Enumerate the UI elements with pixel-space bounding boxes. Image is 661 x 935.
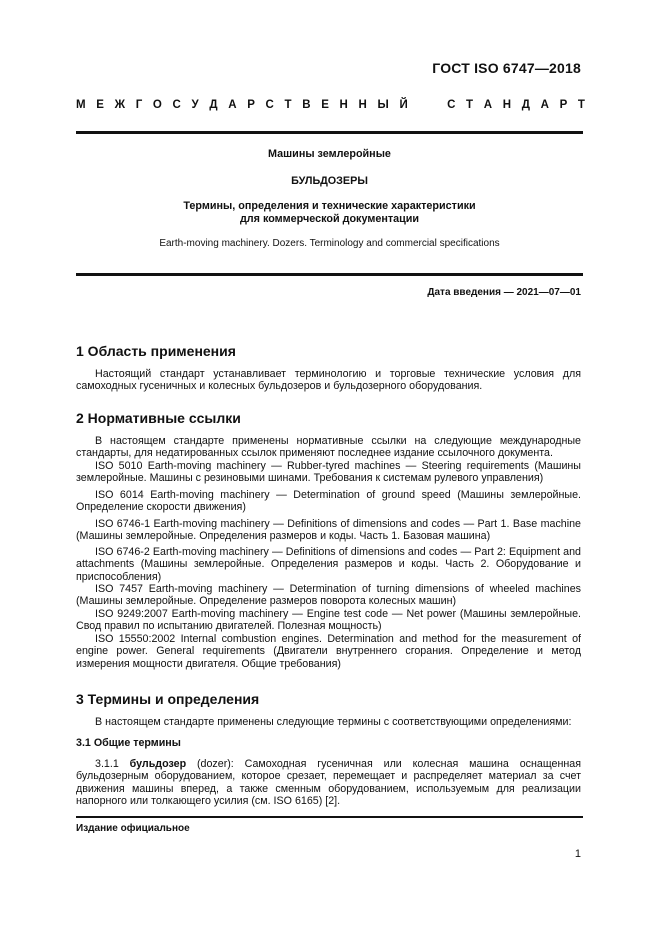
section-1-heading: 1 Область применения — [76, 343, 236, 359]
banner-word-gap — [418, 99, 436, 111]
section-2-intro-content: В настоящем стандарте применены нормативные ссылки на следующие международные стандарты, для недатированных ссылок применяют последнее издание ссылочного документа. — [76, 435, 581, 460]
banner-letter: Р — [247, 99, 255, 111]
section-3-intro — [76, 716, 581, 728]
header-divider — [76, 131, 583, 134]
banner-letter: Д — [521, 99, 530, 111]
banner-letter: Р — [559, 99, 568, 111]
title-divider — [76, 273, 583, 276]
reference-item — [76, 608, 581, 633]
banner-letter: Н — [358, 99, 367, 111]
banner-letter: Г — [135, 99, 143, 111]
official-edition-label: Издание официальное — [76, 823, 190, 834]
banner-letter: Й — [399, 99, 408, 111]
page-number: 1 — [574, 848, 581, 860]
title-english: Earth-moving machinery. Dozers. Terminology and commercial specifications — [159, 238, 500, 249]
reference-text: ISO 7457 Earth-moving machinery — Determination of turning dimensions of wheeled machines (Машины землеройные. Определение размеров поворота колесных машин) — [76, 583, 581, 608]
section-3-intro-content: В настоящем стандарте применены следующие термины с соответствующими определениями: — [95, 716, 572, 728]
reference-item — [76, 633, 581, 670]
banner-letter: А — [228, 99, 237, 111]
banner-letter: Н — [339, 99, 348, 111]
banner-letter: Ж — [114, 99, 126, 111]
banner-letter: У — [191, 99, 199, 111]
reference-text: ISO 6746-1 Earth-moving machinery — Definitions of dimensions and codes — Part 1. Base machine (Машины землеройные. Определения размеров и коды. Часть 1. Базовая машина) — [76, 518, 581, 543]
title-subtitle-line1: Термины, определения и технические характеристики — [183, 200, 476, 212]
reference-item — [76, 583, 581, 608]
banner-letter: С — [447, 99, 456, 111]
reference-item — [76, 460, 581, 485]
title-subtitle-line2: для коммерческой документации — [239, 213, 420, 225]
term-number: 3.1.1 — [95, 758, 119, 770]
banner-letter: М — [76, 99, 86, 111]
banner-letter: Ы — [377, 99, 389, 111]
introduction-date: Дата введения — 2021—07—01 — [427, 287, 581, 298]
reference-text: ISO 15550:2002 Internal combustion engines. Determination and method for the measurement of engine power. General requirements (Двигатели внутреннего сгорания. Определение и метод измерения мощности двигателя. Общие требования) — [76, 633, 581, 670]
banner-letter: Д — [209, 99, 218, 111]
reference-item — [76, 489, 581, 514]
reference-item — [76, 518, 581, 543]
banner-letter: Т — [577, 99, 585, 111]
banner-letter: А — [540, 99, 549, 111]
reference-text: ISO 5010 Earth-moving machinery — Rubber-tyred machines — Steering requirements (Машины землеройные. Машины с резиновыми шинами. Требования к системам рулевого управления) — [76, 460, 581, 485]
subsection-3-1-heading: 3.1 Общие термины — [76, 737, 181, 749]
banner-letter: А — [483, 99, 493, 111]
section-2-intro — [76, 435, 581, 460]
title-category: Машины землеройные — [268, 148, 391, 160]
banner-letter: С — [265, 99, 274, 111]
banner-letter: О — [152, 99, 162, 111]
standard-code: ГОСТ ISO 6747—2018 — [432, 60, 581, 76]
section-3-heading: 3 Термины и определения — [76, 691, 260, 707]
term-name: бульдозер — [129, 758, 187, 770]
banner-letter: Е — [96, 99, 104, 111]
banner-letter: С — [172, 99, 181, 111]
term-definition — [76, 758, 581, 808]
interstate-standard-banner — [76, 99, 585, 111]
section-1-text-content: Настоящий стандарт устанавливает терминологию и торговые технические условия для самоходных гусеничных и колесных бульдозеров и бульдозерного оборудования. — [76, 368, 581, 393]
reference-text: ISO 6014 Earth-moving machinery — Determination of ground speed (Машины землеройные. Определение скорости движения) — [76, 489, 581, 514]
banner-letter: Н — [502, 99, 512, 111]
section-1-text — [76, 368, 581, 393]
title-main: БУЛЬДОЗЕРЫ — [291, 175, 368, 187]
reference-item — [76, 546, 581, 583]
banner-letter: Е — [321, 99, 329, 111]
section-2-heading: 2 Нормативные ссылки — [76, 410, 241, 426]
banner-letter: Т — [284, 99, 292, 111]
reference-text: ISO 9249:2007 Earth-moving machinery — Engine test code — Net power (Машины землеройные. Свод правил по испытанию двигателей. Полезная мощность) — [76, 608, 581, 633]
footer-divider — [76, 816, 583, 818]
reference-text: ISO 6746-2 Earth-moving machinery — Definitions of dimensions and codes — Part 2: Equipment and attachments (Машины землеройные. Определения размеров и коды. Часть 2. Оборудование и приспособления) — [76, 546, 581, 583]
banner-letter: Т — [466, 99, 474, 111]
banner-letter: В — [302, 99, 311, 111]
term-definition-text: (dozer): Самоходная гусеничная или колесная машина оснащенная бульдозерным оборудованием, которое срезает, перемещает и распределяет материал за счет движения машины вперед, а также сменным оборудованием, используемым для реализации напорного или толкающего усилия (см. ISO 6165) [2]. — [76, 758, 581, 808]
